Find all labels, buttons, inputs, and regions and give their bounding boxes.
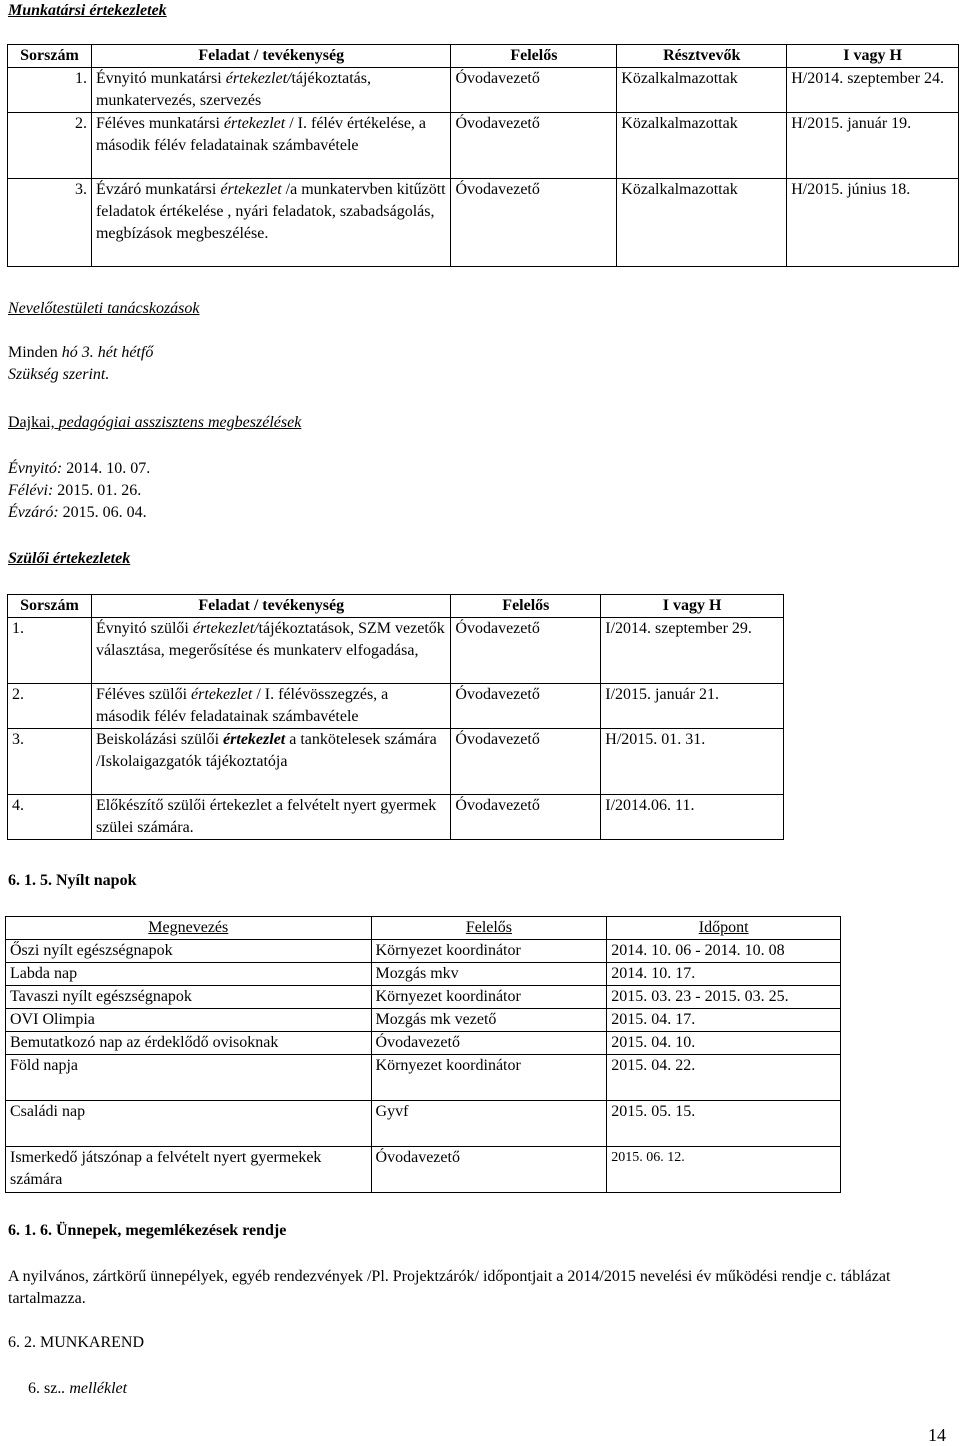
responsible-cell: Óvodavezető <box>371 1147 607 1193</box>
date-cell: H/2014. szeptember 24. <box>787 68 959 113</box>
section-title-nyilt-napok: 6. 1. 5. Nyílt napok <box>8 872 137 889</box>
responsible-cell: Mozgás mk vezető <box>371 1009 607 1032</box>
date-cell: 2014. 10. 06 - 2014. 10. 08 <box>607 940 841 963</box>
row-number: 2. <box>8 684 92 729</box>
col-header: Feladat / tevékenység <box>91 595 450 618</box>
event-name: Ismerkedő játszónap a felvételt nyert gyermekek számára <box>6 1147 372 1193</box>
table-header-row <box>8 595 784 618</box>
responsible-cell: Mozgás mkv <box>371 963 607 986</box>
event-name: Tavaszi nyílt egészségnapok <box>6 986 372 1009</box>
meeting-note: Szükség szerint. <box>8 366 110 383</box>
event-name: Föld napja <box>6 1055 372 1101</box>
schedule-item: Évnyitó: 2014. 10. 07. <box>8 460 151 477</box>
section-title-munkatarsi: Munkatársi értekezletek <box>8 2 167 19</box>
section-paragraph: A nyilvános, zártkörű ünnepélyek, egyéb rendezvények /Pl. Projektzárók/ időpontjait a 2014/2015 nevelési év működési rendje c. táblázat tartalmazza. <box>8 1268 891 1307</box>
event-name: Labda nap <box>6 963 372 986</box>
szuloi-table <box>7 594 784 840</box>
event-name: Őszi nyílt egészségnapok <box>6 940 372 963</box>
page-number: 14 <box>928 1425 946 1445</box>
participants-cell: Közalkalmazottak <box>617 113 787 179</box>
row-number: 3. <box>8 729 92 795</box>
table-row <box>8 179 959 267</box>
col-header: Feladat / tevékenység <box>91 45 451 68</box>
responsible-cell: Óvodavezető <box>451 113 617 179</box>
date-cell: H/2015. június 18. <box>787 179 959 267</box>
col-header: Sorszám <box>8 45 92 68</box>
responsible-cell: Óvodavezető <box>451 179 617 267</box>
section-title-szuloi: Szülői értekezletek <box>8 550 131 567</box>
nyilt-napok-table <box>5 916 841 1193</box>
row-number: 1. <box>8 618 92 684</box>
table-row <box>6 1147 841 1193</box>
table-row <box>6 1009 841 1032</box>
row-number: 4. <box>8 795 92 840</box>
table-row <box>6 1032 841 1055</box>
col-header: Felelős <box>451 45 617 68</box>
date-cell: 2014. 10. 17. <box>607 963 841 986</box>
responsible-cell: Óvodavezető <box>451 729 601 795</box>
col-header: Résztvevők <box>617 45 787 68</box>
row-number: 1. <box>8 68 92 113</box>
date-cell: I/2014.06. 11. <box>601 795 784 840</box>
task-cell: Beiskolázási szülői értekezlet a tankötelesek számára /Iskolaigazgatók tájékoztatója <box>91 729 450 795</box>
event-name: Családi nap <box>6 1101 372 1147</box>
col-header: Megnevezés <box>6 917 372 940</box>
responsible-cell: Környezet koordinátor <box>371 940 607 963</box>
date-cell: H/2015. 01. 31. <box>601 729 784 795</box>
date-cell: I/2014. szeptember 29. <box>601 618 784 684</box>
section-title-dajkai: Dajkai, pedagógiai asszisztens megbeszélések <box>8 414 302 431</box>
schedule-item: Évzáró: 2015. 06. 04. <box>8 504 147 521</box>
responsible-cell: Környezet koordinátor <box>371 986 607 1009</box>
responsible-cell: Óvodavezető <box>451 68 617 113</box>
task-cell: Féléves szülői értekezlet / I. félévösszegzés, a második félév feladatainak számbavétele <box>91 684 450 729</box>
table-row <box>8 113 959 179</box>
table-row <box>6 1055 841 1101</box>
table-row <box>8 795 784 840</box>
annex-reference: 6. sz.. melléklet <box>28 1380 128 1397</box>
date-cell: H/2015. január 19. <box>787 113 959 179</box>
participants-cell: Közalkalmazottak <box>617 179 787 267</box>
meeting-frequency: Minden hó 3. hét hétfő <box>8 344 154 361</box>
date-cell: 2015. 03. 23 - 2015. 03. 25. <box>607 986 841 1009</box>
task-cell: Féléves munkatársi értekezlet / I. félév értékelése, a második félév feladatainak számbavétele <box>91 113 451 179</box>
responsible-cell: Óvodavezető <box>451 684 601 729</box>
task-cell: Évnyitó szülői értekezlet/tájékoztatások, SZM vezetők választása, megerősítése és munkaterv elfogadása, <box>91 618 450 684</box>
date-cell: 2015. 05. 15. <box>607 1101 841 1147</box>
task-cell: Évzáró munkatársi értekezlet /a munkatervben kitűzött feladatok értékelése , nyári feladatok, szabadságolás, megbízások megbeszélése. <box>91 179 451 267</box>
task-cell: Előkészítő szülői értekezlet a felvételt nyert gyermek szülei számára. <box>91 795 450 840</box>
munkatarsi-table <box>7 44 959 267</box>
event-name: OVI Olimpia <box>6 1009 372 1032</box>
task-cell: Évnyitó munkatársi értekezlet/tájékoztatás, munkatervezés, szervezés <box>91 68 451 113</box>
table-row <box>8 618 784 684</box>
row-number: 2. <box>8 113 92 179</box>
table-header-row <box>6 917 841 940</box>
date-cell: 2015. 06. 12. <box>607 1147 841 1193</box>
section-title-unnepek: 6. 1. 6. Ünnepek, megemlékezések rendje <box>8 1222 287 1239</box>
date-cell: I/2015. január 21. <box>601 684 784 729</box>
responsible-cell: Gyvf <box>371 1101 607 1147</box>
table-row <box>8 684 784 729</box>
schedule-item: Félévi: 2015. 01. 26. <box>8 482 142 499</box>
row-number: 3. <box>8 179 92 267</box>
col-header: Sorszám <box>8 595 92 618</box>
section-title-munkarend: 6. 2. MUNKAREND <box>8 1334 144 1351</box>
section-title-nevelotestuleti: Nevelőtestületi tanácskozások <box>8 300 200 317</box>
date-cell: 2015. 04. 22. <box>607 1055 841 1101</box>
date-cell: 2015. 04. 10. <box>607 1032 841 1055</box>
participants-cell: Közalkalmazottak <box>617 68 787 113</box>
responsible-cell: Óvodavezető <box>451 795 601 840</box>
table-row <box>6 963 841 986</box>
table-row <box>8 68 959 113</box>
col-header: Felelős <box>371 917 607 940</box>
date-cell: 2015. 04. 17. <box>607 1009 841 1032</box>
responsible-cell: Óvodavezető <box>451 618 601 684</box>
col-header: Felelős <box>451 595 601 618</box>
table-row <box>6 940 841 963</box>
col-header: Időpont <box>607 917 841 940</box>
table-row <box>6 986 841 1009</box>
col-header: I vagy H <box>601 595 784 618</box>
event-name: Bemutatkozó nap az érdeklődő ovisoknak <box>6 1032 372 1055</box>
table-row <box>8 729 784 795</box>
col-header: I vagy H <box>787 45 959 68</box>
responsible-cell: Óvodavezető <box>371 1032 607 1055</box>
table-row <box>6 1101 841 1147</box>
responsible-cell: Környezet koordinátor <box>371 1055 607 1101</box>
table-header-row <box>8 45 959 68</box>
